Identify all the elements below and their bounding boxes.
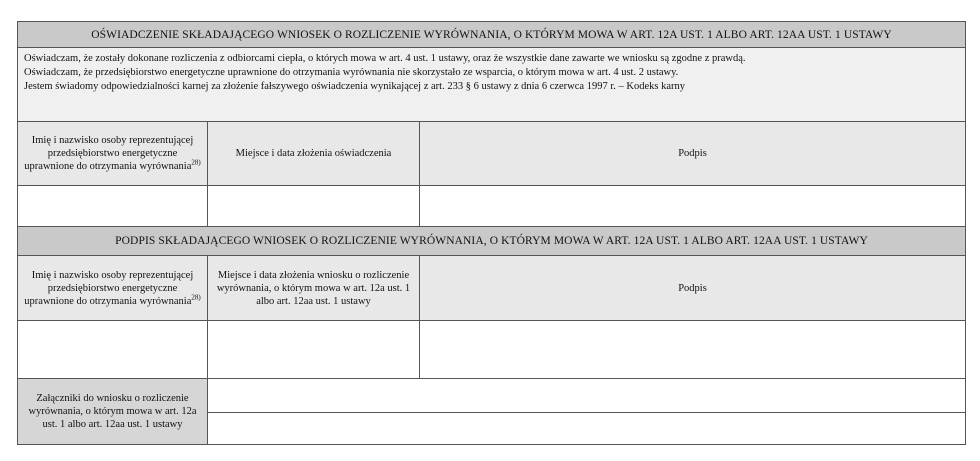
statement-line-1: Oświadczam, że zostały dokonane rozliczenia z odbiorcami ciepła, o których mowa w art. 4 ust. 1 ustawy, oraz że wszystkie dane zawarte we wniosku są zgodne z prawdą. <box>24 53 746 64</box>
signature-section-header <box>18 227 966 256</box>
statement-line-2: Oświadczam, że przedsiębiorstwo energetyczne uprawnione do otrzymania wyrównania nie skorzystało ze wsparcia, o którym mowa w art. 4 ust. 2 ustawy. <box>24 67 679 78</box>
signature-name-header <box>18 256 208 321</box>
name-label: Imię i nazwisko osoby reprezentującej przedsiębiorstwo energetyczne uprawnione do otrzymania wyrównania <box>24 135 194 172</box>
attachments-label-cell <box>18 379 208 445</box>
name-label: Imię i nazwisko osoby reprezentującej przedsiębiorstwo energetyczne uprawnione do otrzymania wyrównania <box>24 269 194 307</box>
signature-signature-field[interactable] <box>420 321 966 379</box>
statement-line-3: Jestem świadomy odpowiedzialności karnej za złożenie fałszywego oświadczenia wynikającej z art. 233 § 6 ustawy z dnia 6 czerwca 1997 r. – Kodeks karny <box>24 81 685 92</box>
signature-place-date-header <box>208 256 420 321</box>
attachments-label: Załączniki do wniosku o rozliczenie wyrównania, o którym mowa w art. 12a ust. 1 albo art. 12aa ust. 1 ustawy <box>28 393 197 430</box>
declaration-place-date-field[interactable] <box>208 186 420 227</box>
footnote-marker: 28) <box>191 158 201 167</box>
signature-label: Podpis <box>678 148 707 159</box>
declaration-place-date-header <box>208 122 420 186</box>
signature-place-date-field[interactable] <box>208 321 420 379</box>
footnote-marker: 28) <box>191 293 201 301</box>
signature-signature-header <box>420 256 966 321</box>
place-date-label: Miejsce i data złożenia wniosku o rozliczenie wyrównania, o którym mowa w art. 12a ust. 1 albo art. 12aa ust. 1 ustawy <box>216 269 411 307</box>
declaration-signature-header <box>420 122 966 186</box>
place-date-label: Miejsce i data złożenia oświadczenia <box>235 148 392 159</box>
signature-label: Podpis <box>678 282 707 294</box>
declaration-statement <box>18 48 966 122</box>
attachments-field-2[interactable] <box>208 413 966 445</box>
signature-name-field[interactable] <box>18 321 208 379</box>
declaration-table <box>17 21 966 445</box>
declaration-signature-field[interactable] <box>420 186 966 227</box>
declaration-header <box>18 22 966 48</box>
declaration-title: OŚWIADCZENIE SKŁADAJĄCEGO WNIOSEK O ROZLICZENIE WYRÓWNANIA, O KTÓRYM MOWA W ART. 12A UST. 1 ALBO ART. 12AA UST. 1 USTAWY <box>91 28 892 41</box>
declaration-name-field[interactable] <box>18 186 208 227</box>
declaration-name-header <box>18 122 208 186</box>
attachments-field-1[interactable] <box>208 379 966 413</box>
signature-section-title: PODPIS SKŁADAJĄCEGO WNIOSEK O ROZLICZENIE WYRÓWNANIA, O KTÓRYM MOWA W ART. 12A UST. 1 ALBO ART. 12AA UST. 1 USTAWY <box>115 235 868 247</box>
form-frame <box>17 21 965 445</box>
